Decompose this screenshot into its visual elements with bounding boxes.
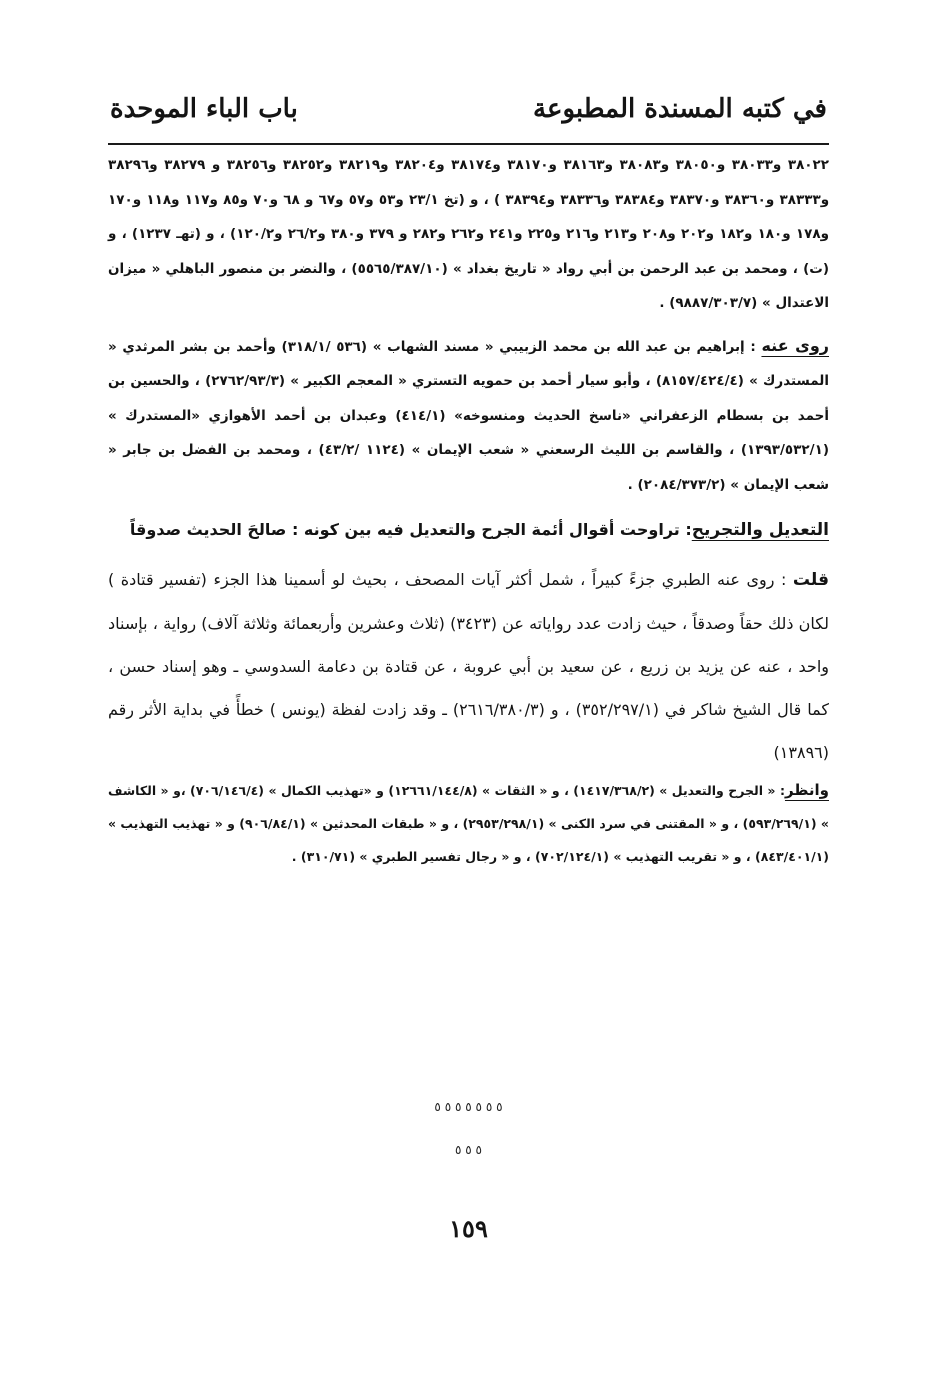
see-also-paragraph	[108, 774, 829, 873]
assessment-heading: التعديل والتجريح	[691, 520, 829, 540]
see-also-heading: وانظر	[784, 781, 829, 799]
page-number: ١٥٩	[449, 1214, 488, 1243]
page-body	[108, 148, 829, 873]
assessment-text: : تراوحت أقوال أئمة الجرح والتعديل فيه بين كونه : صالحَ الحديث صدوقاً	[129, 520, 692, 539]
assessment-paragraph	[108, 508, 829, 552]
section-separator-upper: ٥ ٥ ٥ ٥ ٥ ٥ ٥	[434, 1100, 503, 1114]
see-also-text: : « الجرح والتعديل » (١٤١٧/٣٦٨/٢) ، و « الثقات » (١٢٦٦١/١٤٤/٨) و «تهذيب الكمال » (٧٠٦/١٤٦/٤) ،و « الكاشف » (٥٩٣/٢٦٩/١) ، و « المقتنى في سرد الكنى » (٢٩٥٣/٢٩٨/١) ، و « طبقات المحدثين » (٩٠٦/٨٤/١) و « تهذيب التهذيب » (٨٤٣/٤٠١/١) ، و « تقريب التهذيب » (٧٠٢/١٢٤/١) ، و « رجال تفسير الطبري » (٣١٠/٧١) .	[108, 783, 830, 864]
author-remark-paragraph	[108, 558, 829, 774]
narrators-text: : إبراهيم بن عبد الله بن محمد الزبيبي « مسند الشهاب » (٥٣٦ /٣١٨/١) وأحمد بن بشر المرثدي « المستدرك » (٨١٥٧/٤٢٤/٤) ، وأبو سيار أحمد بن حمويه التستري « المعجم الكبير » (٢٧٦٢/٩٣/٣) ، والحسين بن أحمد بن بسطام الزعفراني «ناسخ الحديث ومنسوخه» (٤١٤/١) وعبدان بن أحمد الأهوازي «المستدرك » (١٣٩٣/٥٣٢/١) ، والقاسم بن الليث الرسعني « شعب الإيمان » (١١٢٤ /٤٣/٢) ، ومحمد بن الفضل بن جابر « شعب الإيمان » (٢٠٨٤/٣٧٣/٢) .	[108, 338, 829, 493]
header-rule	[108, 143, 829, 145]
section-separator-lower: ٥ ٥ ٥	[454, 1143, 482, 1157]
running-header-book-title: في كتبه المسندة المطبوعة	[533, 94, 827, 124]
running-header	[110, 94, 827, 144]
narrators-paragraph	[108, 329, 829, 503]
author-remark-heading: قلت	[792, 570, 829, 590]
author-remark-text: : روى عنه الطبري جزءً كبيراً ، شمل أكثر آيات المصحف ، بحيث لو أسمينا هذا الجزء (تفسير قتادة ) لكان ذلك حقاً وصدقاً ، حيث زادت عدد رواياته عن (٣٤٢٣) (ثلاث وعشرين وأربعمائة وثلاثة آلاف) رواية ، بإسناد واحد ، عنه عن يزيد بن زريع ، عن سعيد بن أبي عروبة ، عن قتادة بن دعامة السدوسي ـ وهو إسناد حسن ، كما قال الشيخ شاكر في (٣٥٢/٢٩٧/١) ، و (٢٦١٦/٣٨٠/٣) ـ وقد زادت لفظة (يونس ) خطأً في بداية الأثر رقم (١٣٨٩٦)	[108, 570, 829, 762]
narrators-heading: روى عنه	[761, 335, 829, 355]
references-paragraph: ٣٨٠٢٢ و٣٨٠٣٣ و٣٨٠٥٠ و٣٨٠٨٣ و٣٨١٦٣ و٣٨١٧٠ و٣٨١٧٤ و٣٨٢٠٤ و٣٨٢١٩ و٣٨٢٥٢ و٣٨٢٥٦ و ٣٨٢٧٩ و٣٨٢٩٦ و٣٨٣٣٣ و٣٨٣٦٠ و٣٨٣٧٠ و٣٨٣٨٤ و٣٨٣٣٦ و٣٨٣٩٤ ) ، و (تخ ٢٣/١ و٥٣ و٥٧ و٦٧ و ٦٨ و٧٠ و٨٥ و١١٧ و١١٨ و١٧٠ و١٧٨ و١٨٠ و١٨٢ و٢٠٢ و٢٠٨ و٢١٣ و٢١٦ و٢٢٥ و٢٤١ و٢٦٢ و٢٨٢ و ٣٧٩ و٣٨٠ و٢٦/٢ و١٢٠/٢) ، و (تهـ ١٢٣٧) ، و (ت) ، ومحمد بن عبد الرحمن بن أبي رواد « تاريخ بغداد » (٥٥٦٥/٣٨٧/١٠) ، والنضر بن منصور الباهلي « ميزان الاعتدال » (٩٨٨٧/٣٠٣/٧) .	[108, 157, 830, 311]
running-header-chapter-title: باب الباء الموحدة	[110, 94, 298, 124]
